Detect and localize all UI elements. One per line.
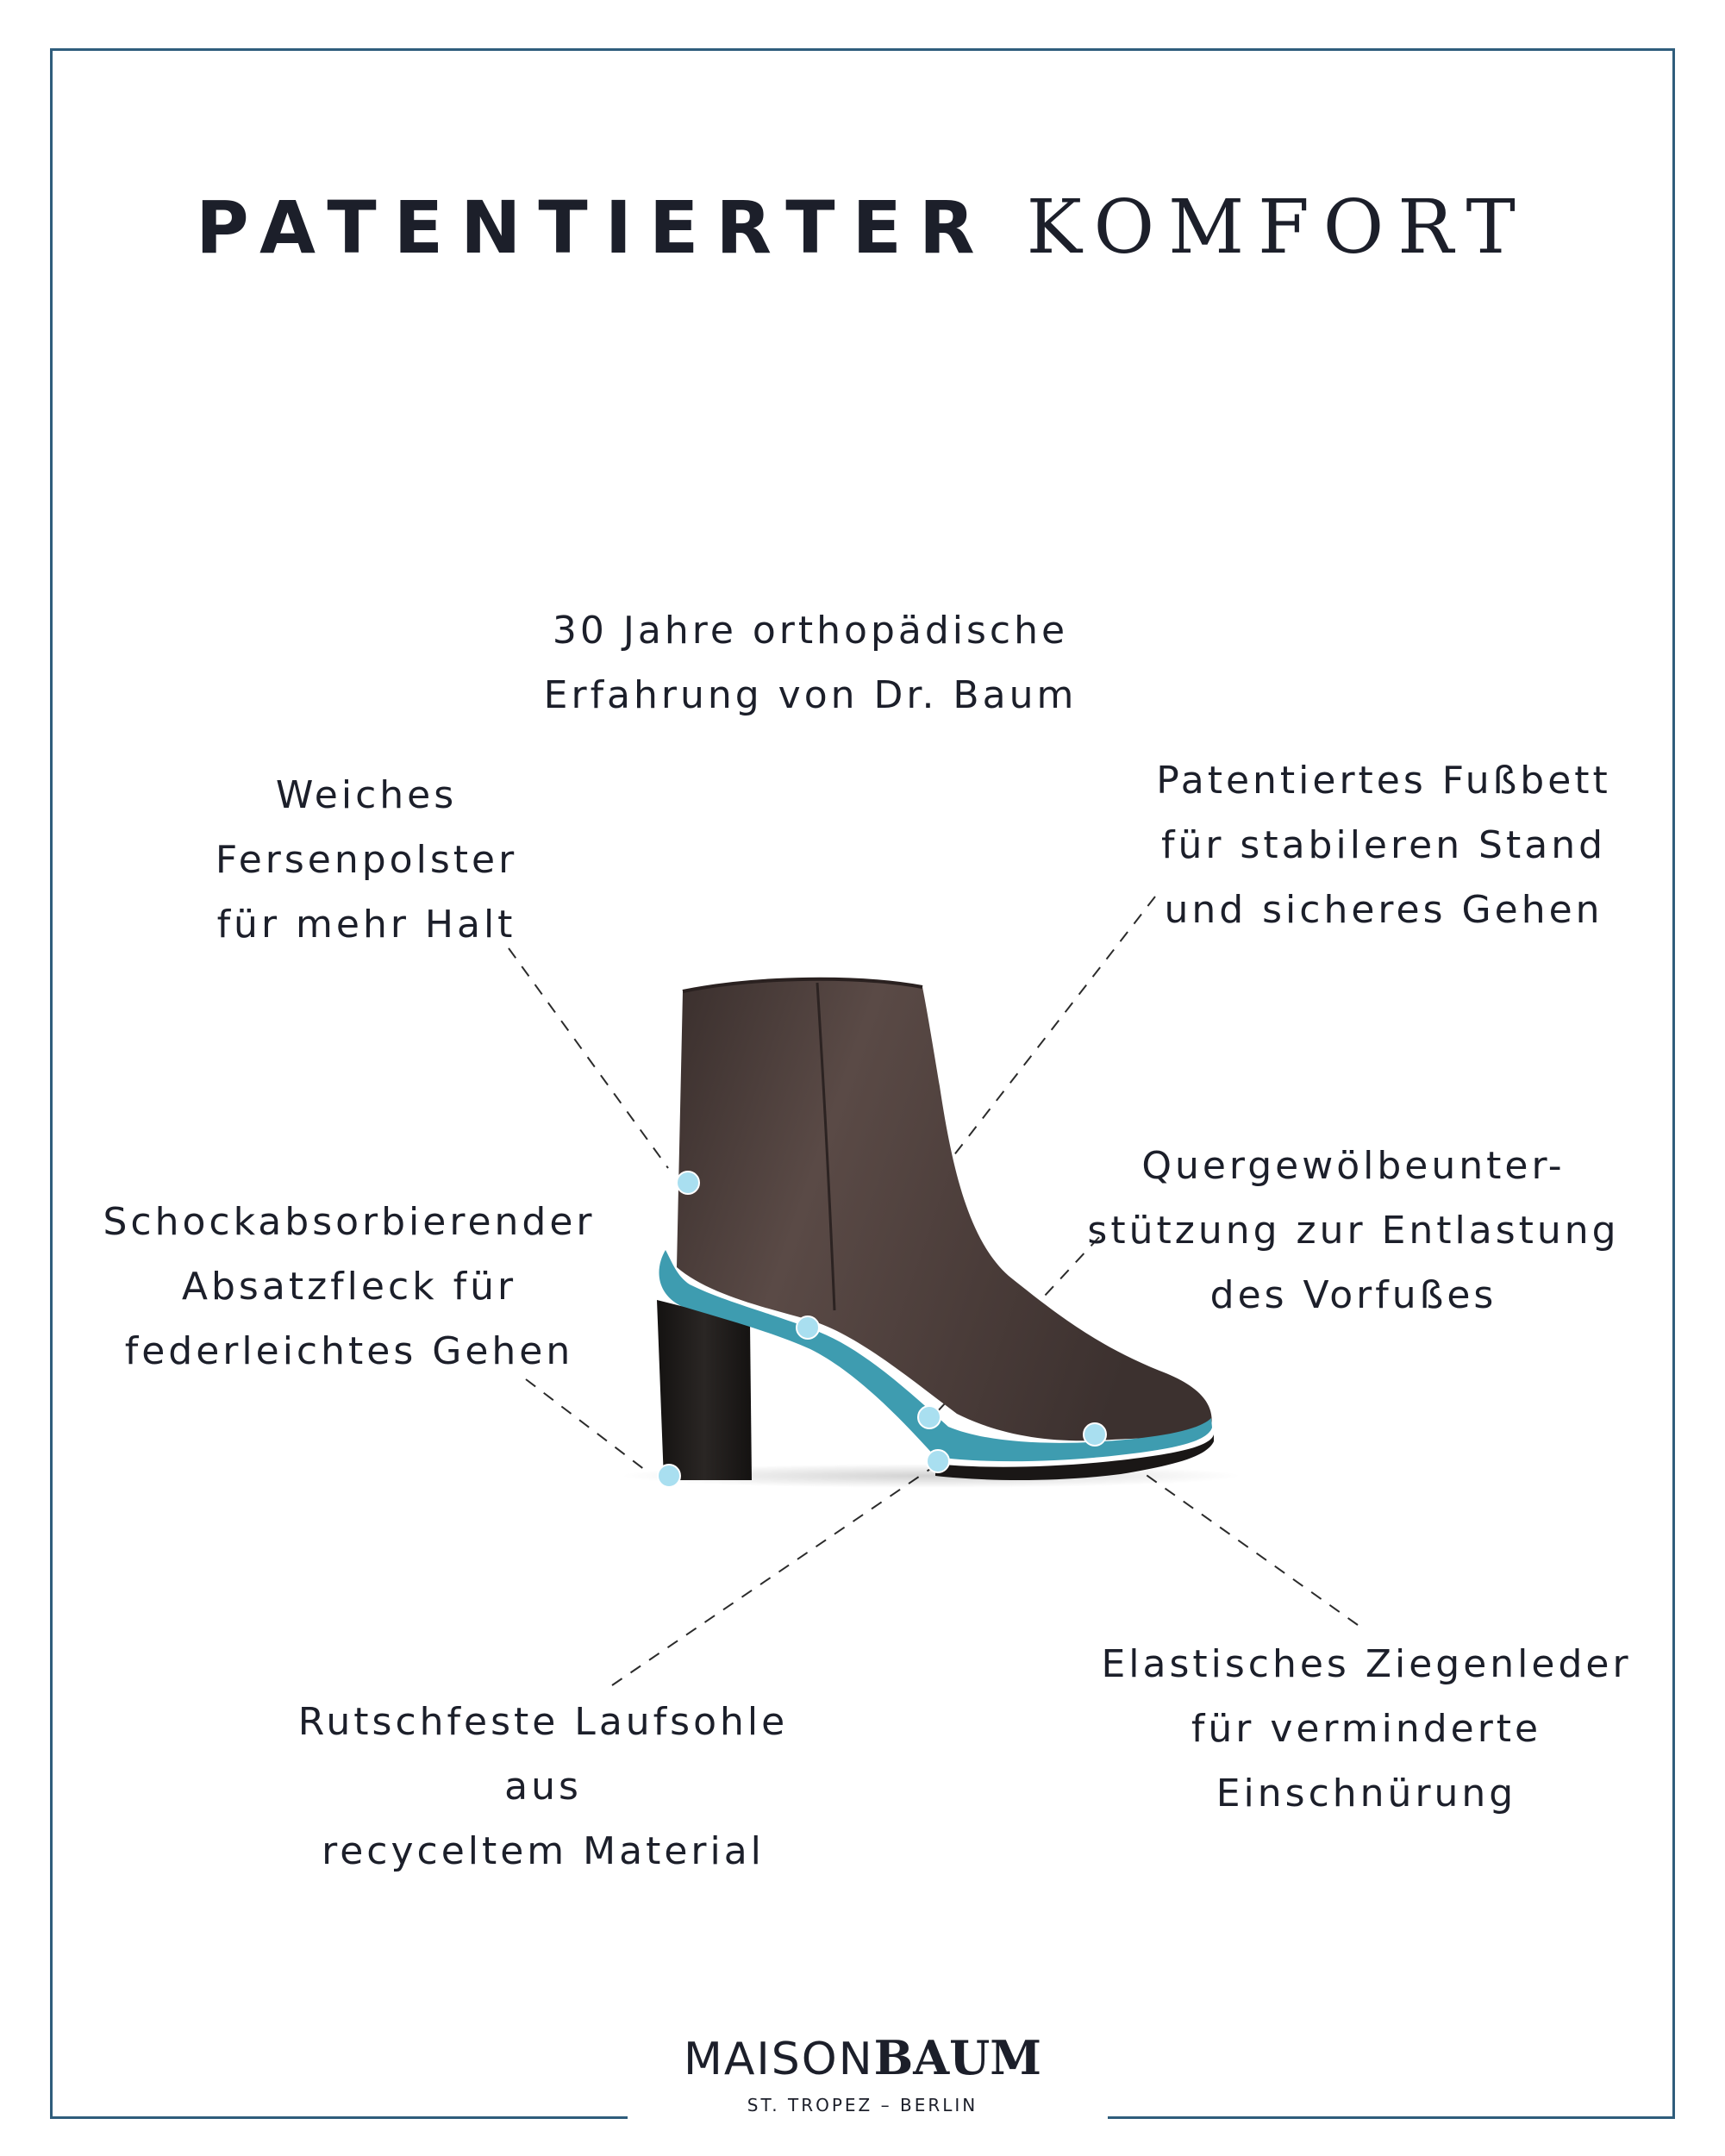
label-line: Fersenpolster (215, 838, 518, 882)
label-heel-pad (194, 763, 539, 957)
label-line: aus (504, 1765, 582, 1809)
label-line: Weiches (275, 773, 458, 817)
label-footbed (1125, 748, 1642, 942)
dot-arch (918, 1406, 941, 1428)
label-shock (95, 1190, 603, 1384)
leader-shock (526, 1379, 645, 1470)
label-line: Quergewölbeunter- (1141, 1144, 1566, 1188)
title-part-2: KOMFORT (1026, 184, 1529, 271)
label-line: Einschnürung (1216, 1772, 1517, 1815)
title-part-1: PATENTIERTER (196, 185, 992, 270)
label-line: für verminderte (1191, 1707, 1542, 1751)
label-line: Rutschfeste Laufsohle (297, 1700, 789, 1744)
label-line: federleichtes Gehen (124, 1329, 574, 1373)
dot-leather (1084, 1423, 1106, 1446)
dot-shock (658, 1465, 680, 1487)
label-line: für stabileren Stand (1160, 823, 1607, 867)
leader-heel-pad (509, 948, 668, 1168)
label-line: Schockabsorbierender (103, 1200, 596, 1244)
brand-logo (0, 2030, 1725, 2085)
label-line: Absatzfleck für (181, 1265, 517, 1309)
dot-heel-pad (677, 1172, 699, 1194)
dot-sole (927, 1450, 949, 1472)
label-line: stützung zur Entlastung (1087, 1209, 1620, 1253)
label-line: Elastisches Ziegenleder (1101, 1642, 1632, 1686)
label-leather (1082, 1632, 1651, 1826)
label-line: und sicheres Gehen (1164, 888, 1603, 932)
leader-sole (612, 1465, 935, 1685)
label-line: für mehr Halt (216, 903, 516, 947)
brand-name-part-2: BAUM (873, 2030, 1041, 2085)
label-arch (1078, 1134, 1629, 1328)
label-line: Erfahrung von Dr. Baum (543, 673, 1078, 717)
boot-heel (657, 1300, 752, 1480)
label-experience (517, 598, 1103, 728)
label-sole (284, 1690, 802, 1884)
label-line: Patentiertes Fußbett (1156, 759, 1611, 803)
brand-name-part-1: MAISON (683, 2034, 874, 2085)
label-line: 30 Jahre orthopädische (552, 609, 1069, 653)
dot-footbed (797, 1316, 819, 1339)
label-line: des Vorfußes (1209, 1273, 1497, 1317)
label-line: recyceltem Material (322, 1829, 765, 1873)
brand-tagline: ST. TROPEZ – BERLIN (747, 2095, 978, 2115)
